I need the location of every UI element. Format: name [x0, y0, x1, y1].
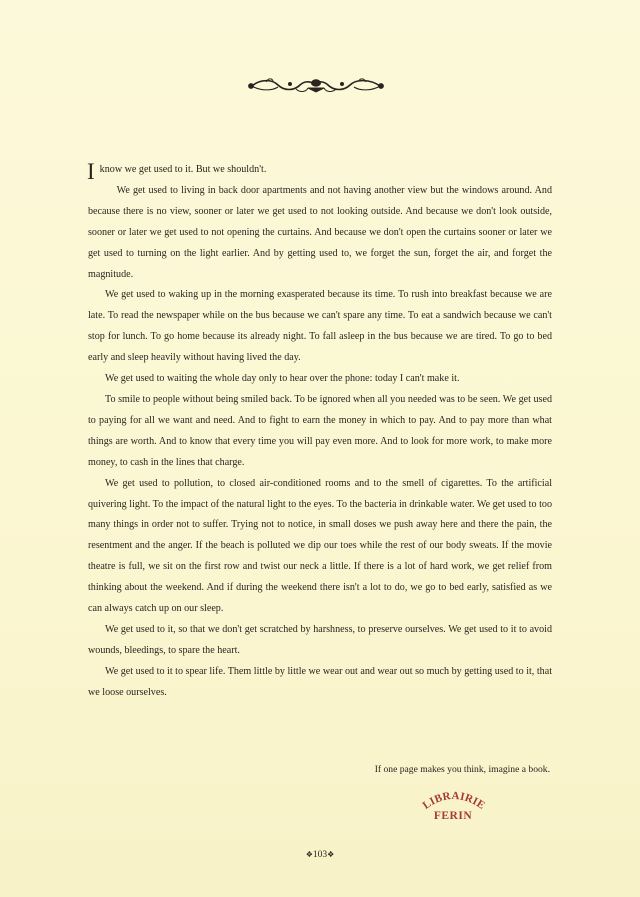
page-ornament-icon: ❖: [305, 850, 313, 859]
paragraph: We get used to living in back door apartments and not having another view but the windows around. And because there is no view, sooner or later we get used to not looking outside. And because we don't look outside, sooner or later we get used to not opening the curtains. And because we don't open the curtains sooner or later we get used to turning on the light earlier. And by getting used to, we forget the sun, forget the air, and forget the magnitude.: [88, 184, 552, 280]
page-number: [0, 850, 640, 860]
flourish-ornament-icon: [248, 76, 384, 94]
logo-top-text: LIBRAIRIE: [420, 789, 488, 812]
page-ornament-icon: ❖: [327, 850, 335, 859]
essay-body: [88, 160, 552, 704]
librairie-ferin-logo: [417, 784, 489, 826]
tagline: If one page makes you think, imagine a book.: [374, 764, 550, 775]
paragraph: We get used to it, so that we don't get scratched by harshness, to preserve ourselves. We get used to it to avoid wounds, bleedings, to spare the heart.: [88, 623, 552, 656]
paragraph: We get used to waiting the whole day only to hear over the phone: today I can't make it.: [105, 373, 460, 385]
paragraph: To smile to people without being smiled back. To be ignored when all you needed was to be seen. We get used to paying for all we want and need. And to fight to earn the money in which to pay. And to pay more than what things are worth. And to know that every time you will pay even more. And to look for more work, to make more money, to cash in the lines that charge.: [88, 393, 552, 468]
logo-bottom-text: FERIN: [433, 810, 473, 822]
paragraph: We get used to waking up in the morning exasperated because its time. To rush into breakfast because we are late. To read the newspaper while on the bus because we can't spare any time. To eat a sandwich because we can't stop for lunch. To go home because its already night. To fall asleep in the bus because we are tired. To go to bed early and sleep heavily without having lived the day.: [88, 289, 552, 364]
svg-text:LIBRAIRIE: [421, 790, 488, 812]
page-number-value: 103: [312, 850, 328, 860]
paragraph: We get used to pollution, to closed air-conditioned rooms and to the smell of cigarettes. To the artificial quivering light. To the impact of the natural light to the eyes. To the bacteria in drinkable water. We get used to too many things in order not to suffer. Trying not to notice, in small doses we push away here and there the pain, the resentment and the anger. If the beach is polluted we dip our toes while the rest of our body sweats. If the movie theatre is full, we sit on the first row and twist our neck a little. If there is a lot of hard work, we get relief from thinking about the weekend. And if during the weekend there isn't a lot to do, we go to bed early, satisfied as we can always catch up on our sleep.: [88, 477, 552, 615]
paragraph-text: know we get used to it. But we shouldn't.: [99, 164, 267, 175]
drop-cap: I: [87, 159, 95, 184]
paragraph: We get used to it to spear life. Them little by little we wear out and wear out so much by getting used to it, that we loose ourselves.: [88, 665, 552, 698]
paragraph: [87, 159, 552, 184]
